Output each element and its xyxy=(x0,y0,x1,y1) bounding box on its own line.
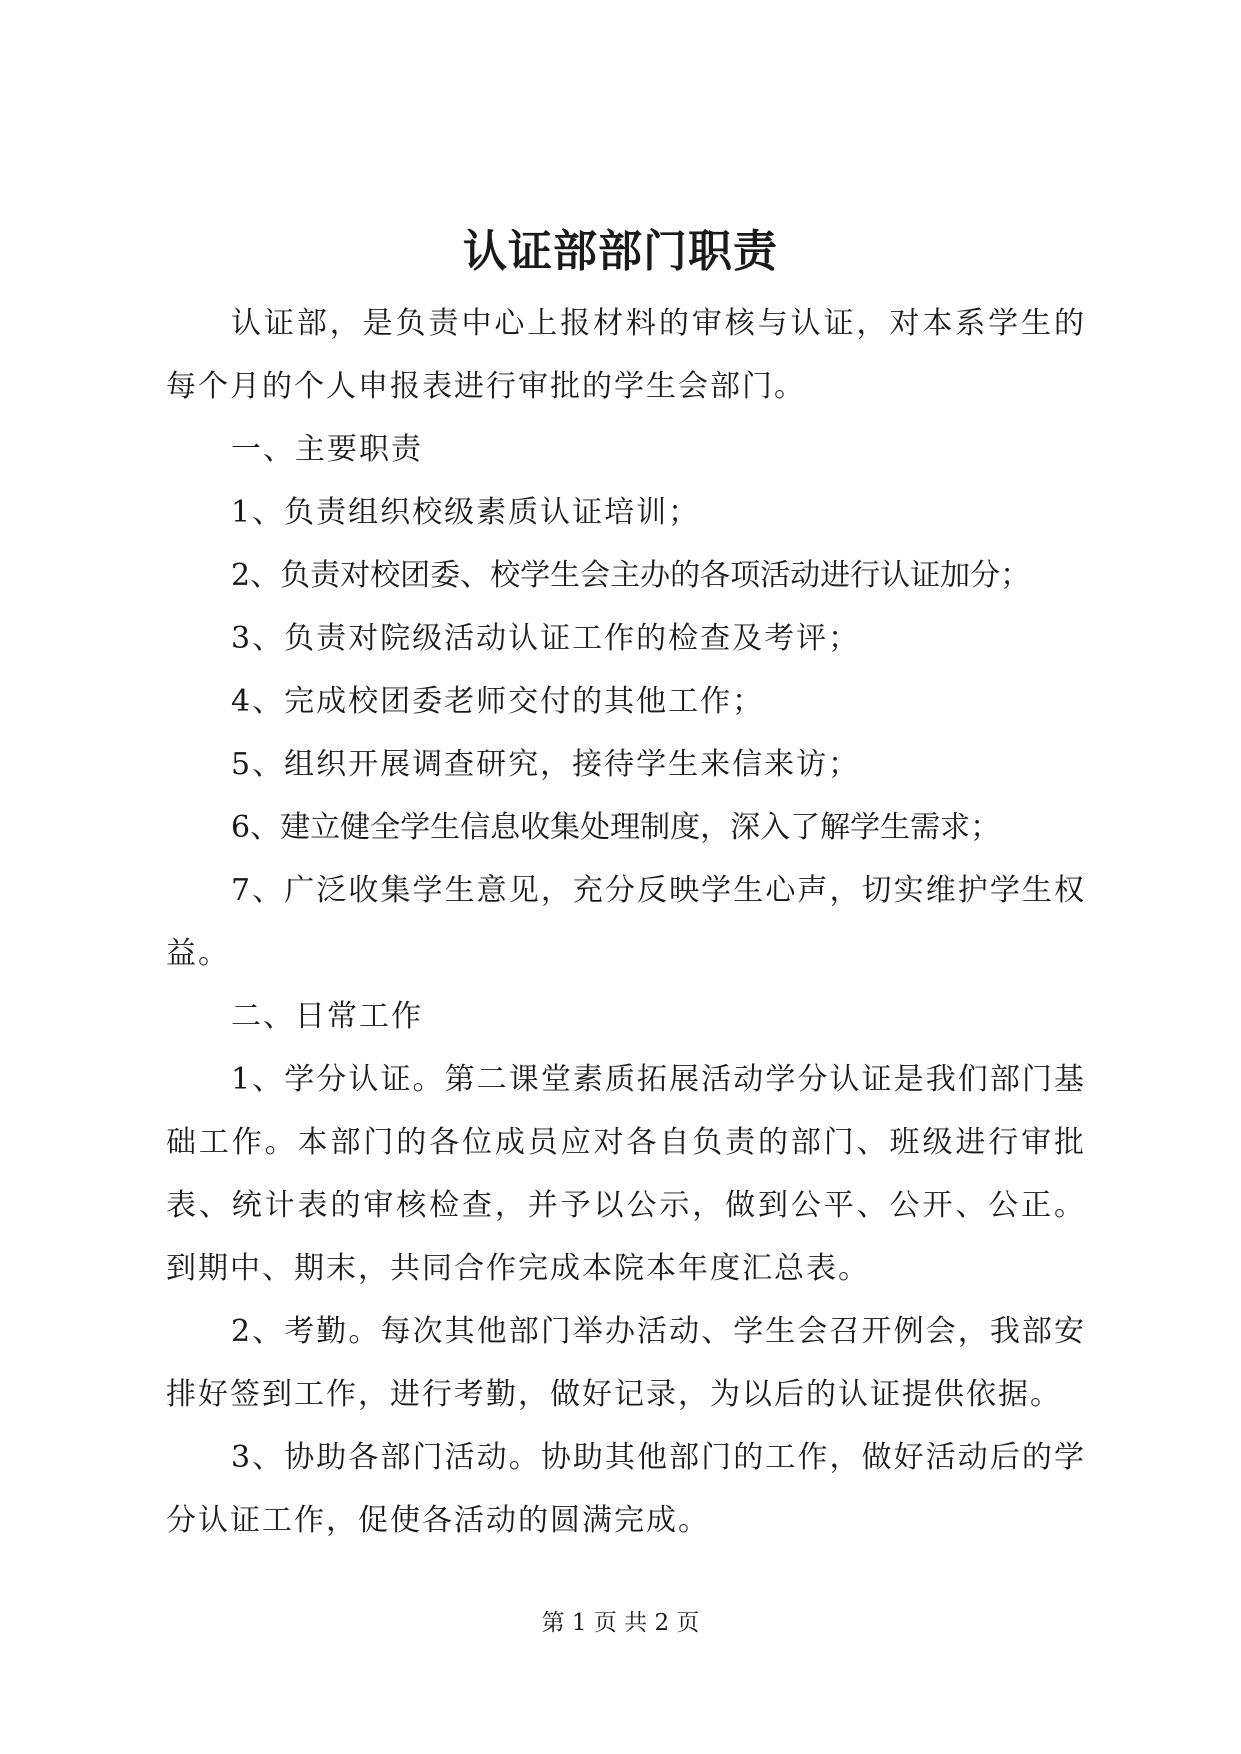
duty-item-2: 2、负责对校团委、校学生会主办的各项活动进行认证加分； xyxy=(231,558,1031,593)
duty-item-6: 6、建立健全学生信息收集处理制度，深入了解学生需求； xyxy=(231,810,1001,845)
duty-item-4: 4、完成校团委老师交付的其他工作； xyxy=(231,684,765,719)
duty-item-3: 3、负责对院级活动认证工作的检查及考评； xyxy=(231,621,861,656)
document-title: 认证部部门职责 xyxy=(463,226,778,277)
duty-item-5: 5、组织开展调查研究，接待学生来信来访； xyxy=(231,747,861,782)
document-body xyxy=(166,292,1086,1552)
work-item-2: 2、考勤。每次其他部门举办活动、学生会召开例会，我部安排好签到工作，进行考勤，做好记录，为以后的认证提供依据。 xyxy=(166,1314,1086,1412)
duty-item-1: 1、负责组织校级素质认证培训； xyxy=(231,495,701,530)
section-heading-daily-work: 二、日常工作 xyxy=(231,999,423,1034)
page-footer: 第 1 页 共 2 页 xyxy=(541,1610,700,1636)
work-item-3: 3、协助各部门活动。协助其他部门的工作，做好活动后的学分认证工作，促使各活动的圆满完成。 xyxy=(166,1440,1086,1538)
section-heading-main-duties: 一、主要职责 xyxy=(231,432,423,467)
paragraph-intro: 认证部，是负责中心上报材料的审核与认证，对本系学生的每个月的个人申报表进行审批的学生会部门。 xyxy=(166,306,1086,404)
work-item-1: 1、学分认证。第二课堂素质拓展活动学分认证是我们部门基础工作。本部门的各位成员应对各自负责的部门、班级进行审批表、统计表的审核检查，并予以公示，做到公平、公开、公正。到期中、期末，共同合作完成本院本年度汇总表。 xyxy=(166,1062,1086,1286)
duty-item-7: 7、广泛收集学生意见，充分反映学生心声，切实维护学生权益。 xyxy=(166,873,1086,971)
